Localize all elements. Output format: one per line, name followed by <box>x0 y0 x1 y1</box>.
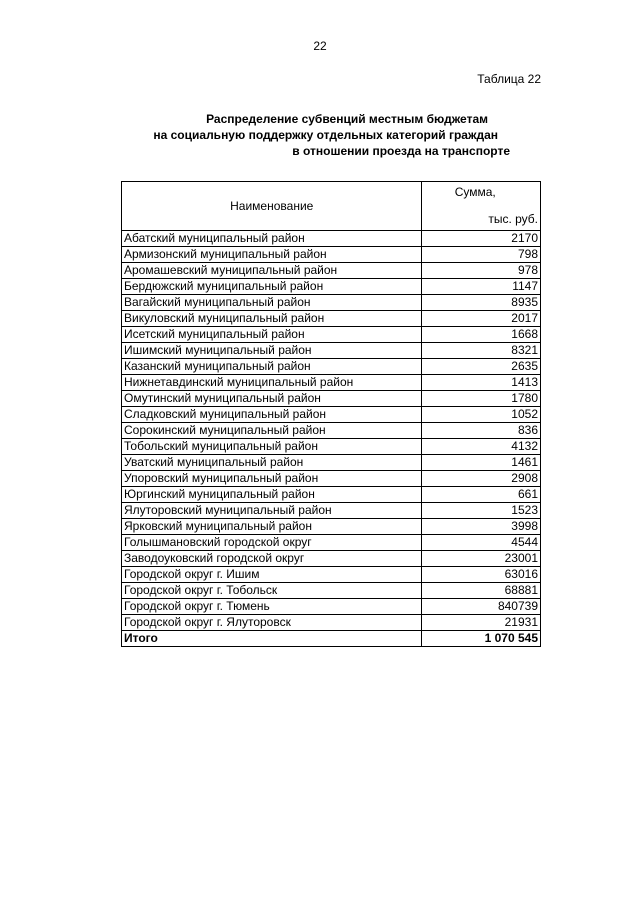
table-row <box>122 423 541 439</box>
row-value: 1780 <box>422 391 541 407</box>
row-name: Городской округ г. Тюмень <box>122 599 422 615</box>
row-name: Заводоуковский городской округ <box>122 551 422 567</box>
document-title <box>100 111 510 159</box>
row-name: Ярковский муниципальный район <box>122 519 422 535</box>
row-value: 63016 <box>422 567 541 583</box>
table-row <box>122 471 541 487</box>
row-name: Аромашевский муниципальный район <box>122 263 422 279</box>
header-sum-line-1: Сумма, <box>454 185 496 199</box>
table-row <box>122 375 541 391</box>
row-name: Вагайский муниципальный район <box>122 295 422 311</box>
row-value: 8321 <box>422 343 541 359</box>
table-row <box>122 535 541 551</box>
table-row <box>122 551 541 567</box>
row-name: Исетский муниципальный район <box>122 327 422 343</box>
row-value: 3998 <box>422 519 541 535</box>
subvention-table <box>121 181 541 647</box>
row-value: 1668 <box>422 327 541 343</box>
row-name: Абатский муниципальный район <box>122 231 422 247</box>
row-value: 1523 <box>422 503 541 519</box>
row-name: Армизонский муниципальный район <box>122 247 422 263</box>
row-name: Юргинский муниципальный район <box>122 487 422 503</box>
table-row <box>122 567 541 583</box>
row-value: 1052 <box>422 407 541 423</box>
row-name: Городской округ г. Ялуторовск <box>122 615 422 631</box>
row-name: Омутинский муниципальный район <box>122 391 422 407</box>
table-row <box>122 407 541 423</box>
row-value: 4544 <box>422 535 541 551</box>
row-value: 21931 <box>422 615 541 631</box>
table-row <box>122 583 541 599</box>
table-row <box>122 519 541 535</box>
row-value: 836 <box>422 423 541 439</box>
row-name: Сладковский муниципальный район <box>122 407 422 423</box>
row-value: 1413 <box>422 375 541 391</box>
table-label: Таблица 22 <box>477 72 541 86</box>
row-value: 8935 <box>422 295 541 311</box>
row-name: Городской округ г. Тобольск <box>122 583 422 599</box>
total-value: 1 070 545 <box>422 631 541 647</box>
row-value: 2635 <box>422 359 541 375</box>
table-row <box>122 247 541 263</box>
row-name: Бердюжский муниципальный район <box>122 279 422 295</box>
table-row <box>122 455 541 471</box>
row-value: 4132 <box>422 439 541 455</box>
table-row <box>122 327 541 343</box>
row-value: 2017 <box>422 311 541 327</box>
row-value: 1461 <box>422 455 541 471</box>
row-name: Нижнетавдинский муниципальный район <box>122 375 422 391</box>
table-row <box>122 263 541 279</box>
table-row <box>122 279 541 295</box>
table-row <box>122 487 541 503</box>
row-name: Упоровский муниципальный район <box>122 471 422 487</box>
row-name: Городской округ г. Ишим <box>122 567 422 583</box>
row-value: 68881 <box>422 583 541 599</box>
table-row <box>122 359 541 375</box>
header-sum <box>422 182 541 231</box>
table-row <box>122 599 541 615</box>
table-header-row <box>122 182 541 231</box>
table-row <box>122 615 541 631</box>
title-line-2: на социальную поддержку отдельных категорий граждан <box>153 128 498 142</box>
row-name: Голышмановский городской округ <box>122 535 422 551</box>
row-value: 840739 <box>422 599 541 615</box>
table-row <box>122 311 541 327</box>
row-name: Тобольский муниципальный район <box>122 439 422 455</box>
row-name: Казанский муниципальный район <box>122 359 422 375</box>
row-name: Викуловский муниципальный район <box>122 311 422 327</box>
row-value: 978 <box>422 263 541 279</box>
row-value: 661 <box>422 487 541 503</box>
row-name: Ялуторовский муниципальный район <box>122 503 422 519</box>
header-name: Наименование <box>122 182 422 231</box>
row-name: Сорокинский муниципальный район <box>122 423 422 439</box>
row-value: 798 <box>422 247 541 263</box>
table-row <box>122 343 541 359</box>
header-sum-line-2: тыс. руб. <box>488 212 538 226</box>
table-row <box>122 295 541 311</box>
row-name: Ишимский муниципальный район <box>122 343 422 359</box>
total-row <box>122 631 541 647</box>
row-value: 1147 <box>422 279 541 295</box>
row-value: 2908 <box>422 471 541 487</box>
row-name: Уватский муниципальный район <box>122 455 422 471</box>
title-line-3: в отношении проезда на транспорте <box>292 144 510 158</box>
total-label: Итого <box>122 631 422 647</box>
row-value: 23001 <box>422 551 541 567</box>
page-number: 22 <box>313 39 327 53</box>
title-line-1: Распределение субвенций местным бюджетам <box>206 112 488 126</box>
table-row <box>122 439 541 455</box>
table-row <box>122 391 541 407</box>
table-row <box>122 231 541 247</box>
row-value: 2170 <box>422 231 541 247</box>
table-row <box>122 503 541 519</box>
